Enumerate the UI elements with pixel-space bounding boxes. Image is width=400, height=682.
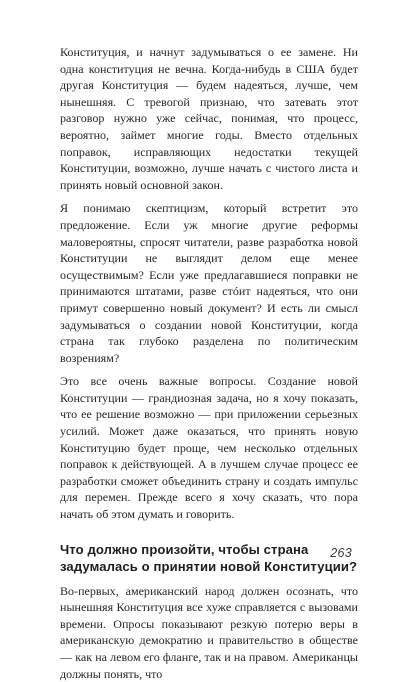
paragraph-3: Это все очень важные вопросы. Создание новой Конституции — грандиозная задача, но я хочу показать, что ее решение возможно — при приложении серьезных усилий. Может даже оказаться, что принять новую Конституцию будет проще, чем несколько отдельных поправок к действующей. А в лучшем случае процесс ее разработки сможет объединить страну и создать импульс для перемен. Прежде всего я хочу сказать, что пора начать об этом думать и говорить.: [60, 374, 358, 522]
page-body: [60, 44, 358, 682]
page-number: 263: [330, 546, 352, 560]
paragraph-4: Во-первых, американский народ должен осознать, что нынешняя Конституция все хуже справляется с вызовами времени. Опросы показывают резкую потерю веры в американскую демократию и правительство в обществе — как на левом его фланге, так и на правом. Американцы должны понять, что: [60, 583, 358, 681]
paragraph-1: Конституция, и начнут задумываться о ее замене. Ни одна конституция не вечна. Когда-нибудь в США будет другая Конституция — будем надеяться, лучше, чем нынешняя. С тревогой признаю, что затевать этот разговор нужно уже сейчас, понимая, что процесс, вероятно, займет многие годы. Вместо отдельных поправок, исправляющих недостатки текущей Конституции, возможно, лучше начать с чистого листа и принять новый основной закон.: [60, 45, 358, 192]
section-heading: Что должно произойти, чтобы страна задумалась о принятии новой Конституции?: [60, 541, 358, 574]
paragraph-2: Я понимаю скептицизм, который встретит это предложение. Если уж многие другие реформы маловероятны, спросят читатели, разве разработка новой Конституции не выглядит делом еще менее осуществимым? Если уже предлагавшиеся поправки не принимаются штатами, разве стóит надеяться, что они примут совершенно новый документ? И есть ли смысл задумываться о создании новой Конституции, когда страна так глубоко разделена по политическим возрениям?: [60, 201, 358, 365]
